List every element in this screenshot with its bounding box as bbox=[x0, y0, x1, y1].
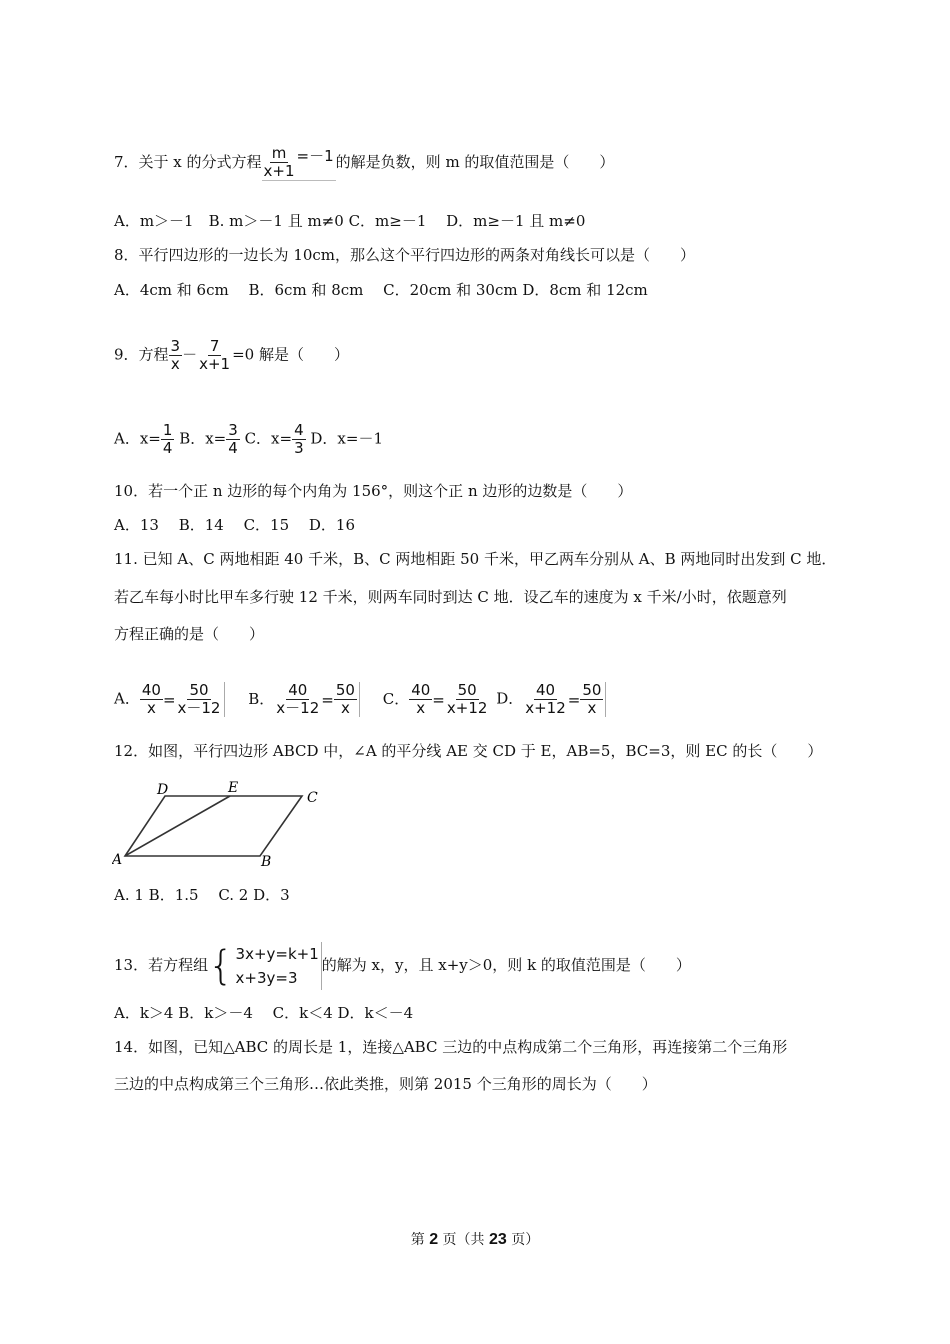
q11-option-a-equation: $\frac{40}{x}$ = $\frac{50}{x-12}$ bbox=[140, 682, 226, 717]
question-14-line-1: 14．如图，已知△ABC 的周长是 1，连接△ABC 三边的中点构成第二个三角形，再连接第二个三角形 bbox=[114, 1038, 788, 1056]
q11-option-c-equation: $\frac{40}{x}$ = $\frac{50}{x+12}$ bbox=[411, 681, 488, 717]
q9-fraction-1: $\frac{3}{x}$ bbox=[170, 337, 181, 373]
question-8-stem: 8．平行四边形的一边长为 10cm，那么这个平行四边形的两条对角线长可以是（ ） bbox=[114, 246, 696, 264]
question-8-options: A．4cm 和 6cm B．6cm 和 8cm C．20cm 和 30cm D．8cm 和 12cm bbox=[114, 281, 648, 299]
bisector-ae bbox=[125, 796, 230, 856]
q9-fraction-2: $\frac{7}{x+1}$ bbox=[199, 337, 231, 373]
q7-text-pre: 7．关于 x 的分式方程 bbox=[114, 153, 262, 171]
label-c: C bbox=[307, 790, 318, 806]
label-a: A bbox=[112, 852, 123, 868]
q7-text-post: 的解是负数，则 m 的取值范围是（ ） bbox=[335, 153, 615, 171]
question-13-stem: 13．若方程组 { 3x+y=k+1 x+3y=3 的解为 x，y，且 x+y＞0，则 k 的取值范围是（ ） bbox=[114, 943, 691, 989]
q9-option-b-fraction: $\frac{3}{4}$ bbox=[228, 421, 238, 457]
q9-option-a-fraction: $\frac{1}{4}$ bbox=[162, 421, 173, 457]
page-total: 23 bbox=[489, 1231, 507, 1248]
page-number: 2 bbox=[429, 1231, 439, 1248]
question-14-line-2: 三边的中点构成第三个三角形…依此类推，则第 2015 个三角形的周长为（ ） bbox=[114, 1075, 657, 1093]
q11-option-d-equation: $\frac{40}{x+12}$ = $\frac{50}{x}$ bbox=[523, 682, 606, 717]
label-e: E bbox=[228, 780, 239, 796]
question-9-stem: 9．方程 $\frac{3}{x}$ － $\frac{7}{x+1}$ =0 解是（ ） bbox=[114, 337, 349, 373]
label-d: D bbox=[157, 782, 169, 798]
question-11-options: A． $\frac{40}{x}$ = $\frac{50}{x-12}$ B． $\frac{40}{x-12}$ = $\frac{50}{x}$ C． $\frac{40}{x}$ = $\frac{50}{x+12}$ D． $\frac{40}{x+12}$ = $\frac{50}{x}$ bbox=[114, 682, 606, 717]
question-11-line-1: 11. 已知 A、C 两地相距 40 千米，B、C 两地相距 50 千米，甲乙两车分别从 A、B 两地同时出发到 C 地． bbox=[114, 550, 837, 568]
question-9-options: A．x= $\frac{1}{4}$ B．x= $\frac{3}{4}$ C．x= $\frac{4}{3}$ D．x=－1 bbox=[114, 421, 383, 457]
label-b: B bbox=[261, 854, 272, 868]
q9-option-c-fraction: $\frac{4}{3}$ bbox=[294, 421, 304, 457]
q13-equation-system: { 3x+y=k+1 x+3y=3 bbox=[208, 942, 322, 990]
page-footer: 第 2 页（共 23 页） bbox=[410, 1231, 540, 1248]
question-12-stem: 12．如图，平行四边形 ABCD 中，∠A 的平分线 AE 交 CD 于 E，AB=5，BC=3，则 EC 的长（ ） bbox=[114, 742, 823, 760]
brace-icon: { bbox=[208, 943, 234, 989]
question-7-options: A．m＞－1 B. m＞－1 且 m≠0 C．m≥－1 D．m≥－1 且 m≠0 bbox=[114, 212, 586, 230]
q7-fraction: $\frac{m}{x+1}$ bbox=[263, 144, 295, 180]
parallelogram-figure bbox=[112, 778, 322, 868]
question-11-line-3: 方程正确的是（ ） bbox=[114, 625, 265, 643]
q7-fraction-equation: $\frac{m}{x+1}$ =－1 bbox=[263, 144, 334, 180]
question-10-options: A．13 B．14 C．15 D．16 bbox=[114, 516, 356, 534]
question-12-options: A. 1 B．1.5 C. 2 D．3 bbox=[114, 886, 290, 904]
question-7-stem bbox=[114, 145, 614, 181]
question-10-stem: 10．若一个正 n 边形的每个内角为 156°，则这个正 n 边形的边数是（ ） bbox=[114, 482, 633, 500]
question-11-line-2: 若乙车每小时比甲车多行驶 12 千米，则两车同时到达 C 地．设乙车的速度为 x 千米/小时，依题意列 bbox=[114, 588, 787, 606]
q11-option-b-equation: $\frac{40}{x-12}$ = $\frac{50}{x}$ bbox=[274, 682, 360, 717]
question-13-options: A．k＞4 B．k＞－4 C．k＜4 D．k＜－4 bbox=[114, 1004, 414, 1022]
